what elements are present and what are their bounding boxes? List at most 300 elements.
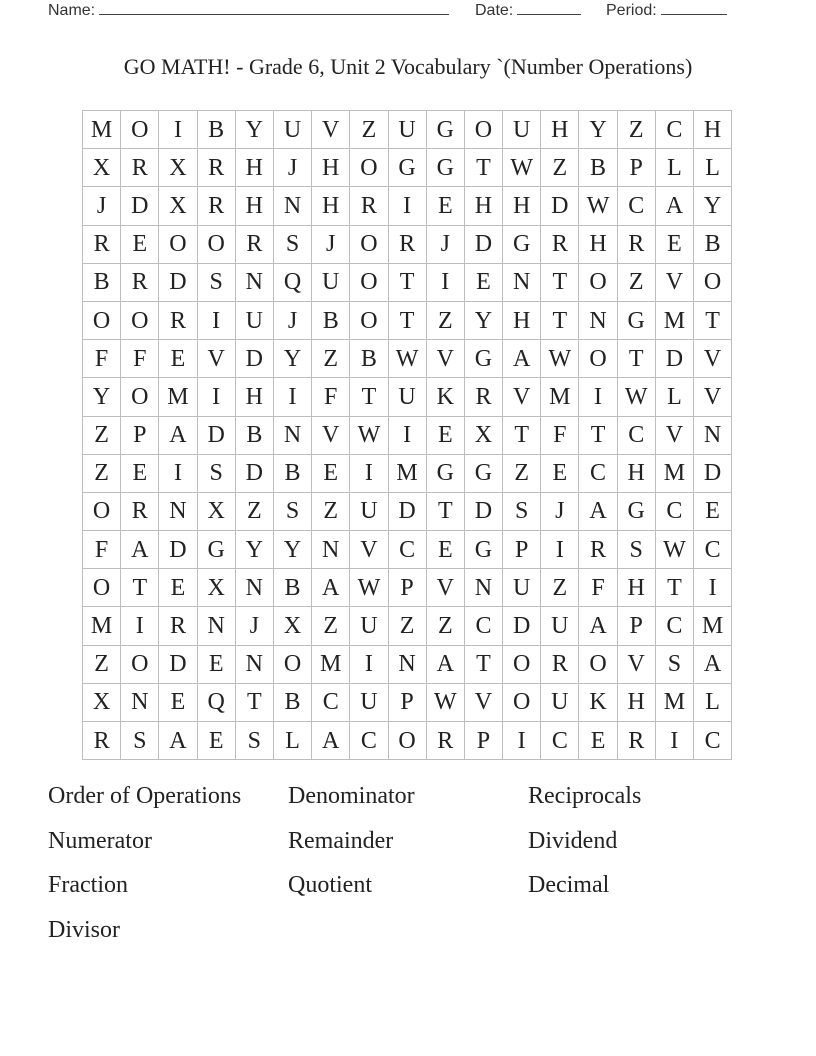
grid-cell[interactable]: F	[83, 340, 121, 378]
grid-cell[interactable]: G	[465, 455, 503, 493]
grid-cell[interactable]: I	[159, 111, 197, 149]
grid-cell[interactable]: R	[83, 722, 121, 760]
grid-cell[interactable]: R	[83, 226, 121, 264]
grid-cell[interactable]: B	[83, 264, 121, 302]
grid-cell[interactable]: Z	[503, 455, 541, 493]
grid-cell[interactable]: I	[389, 417, 427, 455]
grid-cell[interactable]: H	[465, 187, 503, 225]
grid-cell[interactable]: R	[159, 302, 197, 340]
grid-cell[interactable]: B	[350, 340, 388, 378]
grid-cell[interactable]: A	[159, 417, 197, 455]
grid-cell[interactable]: D	[656, 340, 694, 378]
grid-cell[interactable]: P	[389, 569, 427, 607]
grid-cell[interactable]: J	[541, 493, 579, 531]
grid-cell[interactable]: U	[541, 684, 579, 722]
grid-cell[interactable]: C	[350, 722, 388, 760]
grid-cell[interactable]: L	[694, 684, 732, 722]
grid-cell[interactable]: O	[83, 493, 121, 531]
grid-cell[interactable]: D	[389, 493, 427, 531]
grid-cell[interactable]: A	[656, 187, 694, 225]
grid-cell[interactable]: M	[656, 302, 694, 340]
name-blank-line[interactable]	[99, 0, 449, 15]
grid-cell[interactable]: S	[274, 226, 312, 264]
grid-cell[interactable]: K	[579, 684, 617, 722]
grid-cell[interactable]: T	[541, 302, 579, 340]
grid-cell[interactable]: Y	[274, 340, 312, 378]
grid-cell[interactable]: S	[656, 646, 694, 684]
grid-cell[interactable]: Y	[236, 111, 274, 149]
grid-cell[interactable]: P	[503, 531, 541, 569]
grid-cell[interactable]: I	[427, 264, 465, 302]
grid-cell[interactable]: E	[427, 187, 465, 225]
grid-cell[interactable]: L	[694, 149, 732, 187]
grid-cell[interactable]: P	[121, 417, 159, 455]
grid-cell[interactable]: X	[198, 569, 236, 607]
grid-cell[interactable]: N	[579, 302, 617, 340]
grid-cell[interactable]: N	[312, 531, 350, 569]
grid-cell[interactable]: R	[579, 531, 617, 569]
grid-cell[interactable]: A	[312, 569, 350, 607]
grid-cell[interactable]: T	[694, 302, 732, 340]
grid-cell[interactable]: I	[274, 378, 312, 416]
grid-cell[interactable]: D	[236, 455, 274, 493]
grid-cell[interactable]: X	[83, 149, 121, 187]
grid-cell[interactable]: P	[389, 684, 427, 722]
grid-cell[interactable]: O	[350, 264, 388, 302]
grid-cell[interactable]: G	[427, 149, 465, 187]
grid-cell[interactable]: A	[579, 493, 617, 531]
grid-cell[interactable]: G	[389, 149, 427, 187]
grid-cell[interactable]: O	[121, 646, 159, 684]
grid-cell[interactable]: V	[312, 111, 350, 149]
grid-cell[interactable]: F	[541, 417, 579, 455]
grid-cell[interactable]: O	[579, 264, 617, 302]
grid-cell[interactable]: A	[427, 646, 465, 684]
grid-cell[interactable]: R	[389, 226, 427, 264]
grid-cell[interactable]: R	[618, 722, 656, 760]
grid-cell[interactable]: Z	[83, 646, 121, 684]
grid-cell[interactable]: E	[579, 722, 617, 760]
grid-cell[interactable]: S	[198, 264, 236, 302]
grid-cell[interactable]: B	[312, 302, 350, 340]
grid-cell[interactable]: N	[503, 264, 541, 302]
grid-cell[interactable]: D	[541, 187, 579, 225]
grid-cell[interactable]: X	[159, 187, 197, 225]
grid-cell[interactable]: V	[465, 684, 503, 722]
grid-cell[interactable]: R	[618, 226, 656, 264]
grid-cell[interactable]: A	[503, 340, 541, 378]
grid-cell[interactable]: N	[236, 646, 274, 684]
grid-cell[interactable]: W	[350, 569, 388, 607]
grid-cell[interactable]: O	[350, 149, 388, 187]
grid-cell[interactable]: D	[159, 531, 197, 569]
grid-cell[interactable]: I	[541, 531, 579, 569]
grid-cell[interactable]: E	[427, 531, 465, 569]
grid-cell[interactable]: M	[656, 684, 694, 722]
grid-cell[interactable]: C	[579, 455, 617, 493]
grid-cell[interactable]: F	[121, 340, 159, 378]
grid-cell[interactable]: C	[656, 607, 694, 645]
grid-cell[interactable]: R	[121, 264, 159, 302]
grid-cell[interactable]: C	[312, 684, 350, 722]
grid-cell[interactable]: B	[579, 149, 617, 187]
grid-cell[interactable]: T	[465, 646, 503, 684]
grid-cell[interactable]: T	[389, 302, 427, 340]
grid-cell[interactable]: N	[159, 493, 197, 531]
grid-cell[interactable]: C	[694, 531, 732, 569]
grid-cell[interactable]: I	[579, 378, 617, 416]
grid-cell[interactable]: A	[579, 607, 617, 645]
grid-cell[interactable]: N	[274, 187, 312, 225]
grid-cell[interactable]: T	[350, 378, 388, 416]
grid-cell[interactable]: A	[121, 531, 159, 569]
grid-cell[interactable]: E	[159, 569, 197, 607]
grid-cell[interactable]: Z	[236, 493, 274, 531]
grid-cell[interactable]: G	[427, 111, 465, 149]
word-bank-item: Quotient	[288, 872, 372, 899]
grid-cell[interactable]: O	[121, 111, 159, 149]
word-bank-item: Reciprocals	[528, 783, 642, 809]
grid-cell[interactable]: H	[541, 111, 579, 149]
grid-cell[interactable]: G	[465, 340, 503, 378]
grid-cell[interactable]: R	[198, 187, 236, 225]
grid-cell[interactable]: F	[312, 378, 350, 416]
period-field[interactable]	[606, 0, 727, 20]
grid-cell[interactable]: W	[350, 417, 388, 455]
grid-cell[interactable]: V	[350, 531, 388, 569]
grid-cell[interactable]: P	[465, 722, 503, 760]
grid-cell[interactable]: O	[159, 226, 197, 264]
grid-cell[interactable]: T	[236, 684, 274, 722]
grid-cell[interactable]: I	[350, 455, 388, 493]
word-bank	[48, 779, 768, 958]
grid-cell[interactable]: J	[312, 226, 350, 264]
grid-cell[interactable]: E	[465, 264, 503, 302]
grid-cell[interactable]: T	[656, 569, 694, 607]
grid-cell[interactable]: E	[427, 417, 465, 455]
grid-cell[interactable]: R	[541, 226, 579, 264]
grid-cell[interactable]: V	[694, 340, 732, 378]
grid-cell[interactable]: M	[312, 646, 350, 684]
grid-cell[interactable]: Z	[427, 607, 465, 645]
grid-cell[interactable]: Q	[274, 264, 312, 302]
grid-cell[interactable]: H	[618, 684, 656, 722]
grid-cell[interactable]: N	[694, 417, 732, 455]
grid-cell[interactable]: G	[198, 531, 236, 569]
grid-cell[interactable]: P	[618, 607, 656, 645]
grid-cell[interactable]: H	[236, 378, 274, 416]
grid-cell[interactable]: I	[656, 722, 694, 760]
grid-cell[interactable]: O	[503, 684, 541, 722]
grid-cell[interactable]: Z	[541, 569, 579, 607]
grid-cell[interactable]: T	[579, 417, 617, 455]
grid-cell[interactable]: L	[656, 149, 694, 187]
grid-cell[interactable]: V	[503, 378, 541, 416]
period-blank-line[interactable]	[661, 0, 727, 15]
grid-cell[interactable]: C	[541, 722, 579, 760]
grid-cell[interactable]: W	[656, 531, 694, 569]
grid-cell[interactable]: E	[656, 226, 694, 264]
grid-cell[interactable]: N	[236, 264, 274, 302]
grid-cell[interactable]: Z	[618, 264, 656, 302]
grid-cell[interactable]: H	[618, 455, 656, 493]
grid-cell[interactable]: O	[121, 378, 159, 416]
grid-cell[interactable]: H	[503, 302, 541, 340]
grid-cell[interactable]: X	[198, 493, 236, 531]
grid-cell[interactable]: I	[350, 646, 388, 684]
grid-cell[interactable]: O	[198, 226, 236, 264]
grid-cell[interactable]: N	[121, 684, 159, 722]
grid-cell[interactable]: I	[694, 569, 732, 607]
grid-cell[interactable]: B	[236, 417, 274, 455]
grid-cell[interactable]: M	[656, 455, 694, 493]
grid-cell[interactable]: E	[159, 340, 197, 378]
grid-cell[interactable]: C	[389, 531, 427, 569]
grid-cell[interactable]: M	[389, 455, 427, 493]
grid-cell[interactable]: T	[427, 493, 465, 531]
grid-cell[interactable]: Z	[541, 149, 579, 187]
grid-cell[interactable]: M	[83, 111, 121, 149]
grid-cell[interactable]: R	[541, 646, 579, 684]
grid-cell[interactable]: U	[350, 493, 388, 531]
grid-cell[interactable]: W	[503, 149, 541, 187]
grid-cell[interactable]: O	[465, 111, 503, 149]
grid-cell[interactable]: Z	[312, 493, 350, 531]
grid-cell[interactable]: F	[83, 531, 121, 569]
grid-cell[interactable]: M	[83, 607, 121, 645]
grid-cell[interactable]: U	[350, 684, 388, 722]
grid-cell[interactable]: U	[350, 607, 388, 645]
grid-cell[interactable]: N	[389, 646, 427, 684]
grid-cell[interactable]: E	[541, 455, 579, 493]
grid-cell[interactable]: F	[579, 569, 617, 607]
grid-cell[interactable]: B	[694, 226, 732, 264]
grid-cell[interactable]: H	[236, 187, 274, 225]
grid-cell[interactable]: U	[503, 111, 541, 149]
grid-cell[interactable]: V	[427, 569, 465, 607]
grid-cell[interactable]: A	[694, 646, 732, 684]
grid-cell[interactable]: O	[83, 569, 121, 607]
grid-cell[interactable]: V	[656, 417, 694, 455]
grid-cell[interactable]: Y	[236, 531, 274, 569]
grid-cell[interactable]: E	[694, 493, 732, 531]
grid-cell[interactable]: N	[236, 569, 274, 607]
date-blank-line[interactable]	[517, 0, 581, 15]
grid-cell[interactable]: O	[274, 646, 312, 684]
grid-cell[interactable]: E	[198, 646, 236, 684]
grid-cell[interactable]: C	[656, 493, 694, 531]
grid-cell[interactable]: W	[389, 340, 427, 378]
grid-cell[interactable]: G	[618, 493, 656, 531]
grid-cell[interactable]: H	[579, 226, 617, 264]
grid-cell[interactable]: A	[159, 722, 197, 760]
grid-cell[interactable]: E	[198, 722, 236, 760]
grid-cell[interactable]: H	[312, 149, 350, 187]
grid-cell[interactable]: E	[121, 226, 159, 264]
grid-cell[interactable]: E	[121, 455, 159, 493]
grid-cell[interactable]: S	[503, 493, 541, 531]
grid-cell[interactable]: B	[198, 111, 236, 149]
grid-cell[interactable]: U	[541, 607, 579, 645]
grid-cell[interactable]: D	[694, 455, 732, 493]
grid-cell[interactable]: V	[198, 340, 236, 378]
word-search-grid	[82, 110, 732, 760]
grid-cell[interactable]: V	[656, 264, 694, 302]
grid-cell[interactable]: G	[427, 455, 465, 493]
grid-cell[interactable]: J	[236, 607, 274, 645]
grid-cell[interactable]: N	[465, 569, 503, 607]
name-field[interactable]	[48, 0, 449, 20]
grid-cell[interactable]: M	[159, 378, 197, 416]
grid-cell[interactable]: I	[121, 607, 159, 645]
grid-cell[interactable]: R	[159, 607, 197, 645]
grid-cell[interactable]: Y	[274, 531, 312, 569]
grid-cell[interactable]: T	[465, 149, 503, 187]
grid-cell[interactable]: I	[198, 378, 236, 416]
grid-cell[interactable]: O	[389, 722, 427, 760]
grid-cell[interactable]: R	[465, 378, 503, 416]
grid-cell[interactable]: X	[274, 607, 312, 645]
grid-cell[interactable]: Z	[312, 607, 350, 645]
grid-cell[interactable]: Y	[465, 302, 503, 340]
grid-cell[interactable]: I	[198, 302, 236, 340]
grid-cell[interactable]: H	[503, 187, 541, 225]
grid-cell[interactable]: D	[465, 226, 503, 264]
grid-cell[interactable]: S	[274, 493, 312, 531]
grid-cell[interactable]: W	[579, 187, 617, 225]
grid-cell[interactable]: C	[618, 187, 656, 225]
grid-cell[interactable]: Z	[83, 455, 121, 493]
grid-cell[interactable]: J	[274, 149, 312, 187]
grid-cell[interactable]: X	[83, 684, 121, 722]
grid-cell[interactable]: J	[427, 226, 465, 264]
grid-cell[interactable]: O	[83, 302, 121, 340]
grid-cell[interactable]: N	[198, 607, 236, 645]
grid-cell[interactable]: V	[694, 378, 732, 416]
grid-cell[interactable]: M	[541, 378, 579, 416]
grid-cell[interactable]: U	[503, 569, 541, 607]
grid-cell[interactable]: W	[427, 684, 465, 722]
grid-cell[interactable]: H	[236, 149, 274, 187]
grid-cell[interactable]: R	[198, 149, 236, 187]
grid-cell[interactable]: D	[465, 493, 503, 531]
grid-cell[interactable]: C	[694, 722, 732, 760]
grid-cell[interactable]: W	[618, 378, 656, 416]
grid-cell[interactable]: O	[694, 264, 732, 302]
grid-cell[interactable]: L	[656, 378, 694, 416]
grid-cell[interactable]: O	[503, 646, 541, 684]
date-field[interactable]	[475, 0, 581, 20]
grid-cell[interactable]: B	[274, 455, 312, 493]
grid-cell[interactable]: Q	[198, 684, 236, 722]
grid-cell[interactable]: T	[389, 264, 427, 302]
grid-cell[interactable]: T	[541, 264, 579, 302]
grid-cell[interactable]: U	[236, 302, 274, 340]
grid-cell[interactable]: B	[274, 569, 312, 607]
grid-cell[interactable]: G	[618, 302, 656, 340]
grid-cell[interactable]: D	[503, 607, 541, 645]
grid-cell[interactable]: I	[503, 722, 541, 760]
grid-cell[interactable]: J	[274, 302, 312, 340]
grid-cell[interactable]: D	[159, 646, 197, 684]
grid-cell[interactable]: E	[159, 684, 197, 722]
grid-cell[interactable]: P	[618, 149, 656, 187]
grid-cell[interactable]: U	[274, 111, 312, 149]
grid-cell[interactable]: G	[465, 531, 503, 569]
grid-cell[interactable]: O	[579, 340, 617, 378]
grid-cell[interactable]: D	[198, 417, 236, 455]
grid-cell[interactable]: W	[541, 340, 579, 378]
grid-cell[interactable]: O	[350, 226, 388, 264]
grid-cell[interactable]: O	[350, 302, 388, 340]
grid-cell[interactable]: J	[83, 187, 121, 225]
grid-cell[interactable]: Z	[389, 607, 427, 645]
grid-cell[interactable]: U	[312, 264, 350, 302]
grid-cell[interactable]: C	[656, 111, 694, 149]
grid-cell[interactable]: I	[159, 455, 197, 493]
grid-cell[interactable]: T	[618, 340, 656, 378]
grid-cell[interactable]: B	[274, 684, 312, 722]
grid-cell[interactable]: O	[121, 302, 159, 340]
grid-cell[interactable]: H	[312, 187, 350, 225]
grid-cell[interactable]: U	[389, 378, 427, 416]
grid-cell[interactable]: O	[579, 646, 617, 684]
grid-cell[interactable]: V	[427, 340, 465, 378]
grid-cell[interactable]: U	[389, 111, 427, 149]
grid-cell[interactable]: Z	[427, 302, 465, 340]
grid-cell[interactable]: S	[121, 722, 159, 760]
grid-cell[interactable]: D	[236, 340, 274, 378]
grid-cell[interactable]: Z	[312, 340, 350, 378]
grid-cell[interactable]: E	[312, 455, 350, 493]
grid-cell[interactable]: L	[274, 722, 312, 760]
grid-cell[interactable]: Y	[694, 187, 732, 225]
grid-cell[interactable]: T	[503, 417, 541, 455]
grid-cell[interactable]: R	[121, 493, 159, 531]
grid-cell[interactable]: Y	[83, 378, 121, 416]
grid-cell[interactable]: S	[618, 531, 656, 569]
grid-cell[interactable]: H	[618, 569, 656, 607]
grid-cell[interactable]: X	[465, 417, 503, 455]
grid-cell[interactable]: R	[350, 187, 388, 225]
grid-cell[interactable]: R	[236, 226, 274, 264]
grid-cell[interactable]: D	[121, 187, 159, 225]
date-label: Date:	[475, 2, 514, 19]
grid-cell[interactable]: C	[618, 417, 656, 455]
grid-cell[interactable]: T	[121, 569, 159, 607]
grid-cell[interactable]: M	[694, 607, 732, 645]
grid-cell[interactable]: C	[465, 607, 503, 645]
grid-cell[interactable]: Z	[618, 111, 656, 149]
grid-cell[interactable]: R	[121, 149, 159, 187]
grid-cell[interactable]: R	[427, 722, 465, 760]
grid-cell[interactable]: Z	[83, 417, 121, 455]
grid-cell[interactable]: V	[618, 646, 656, 684]
grid-cell[interactable]: A	[312, 722, 350, 760]
grid-cell[interactable]: S	[198, 455, 236, 493]
grid-cell[interactable]: H	[694, 111, 732, 149]
grid-cell[interactable]: D	[159, 264, 197, 302]
grid-cell[interactable]: V	[312, 417, 350, 455]
grid-cell[interactable]: Y	[579, 111, 617, 149]
grid-cell[interactable]: S	[236, 722, 274, 760]
grid-cell[interactable]: K	[427, 378, 465, 416]
grid-cell[interactable]: I	[389, 187, 427, 225]
grid-cell[interactable]: Z	[350, 111, 388, 149]
grid-cell[interactable]: X	[159, 149, 197, 187]
grid-cell[interactable]: N	[274, 417, 312, 455]
grid-cell[interactable]: G	[503, 226, 541, 264]
